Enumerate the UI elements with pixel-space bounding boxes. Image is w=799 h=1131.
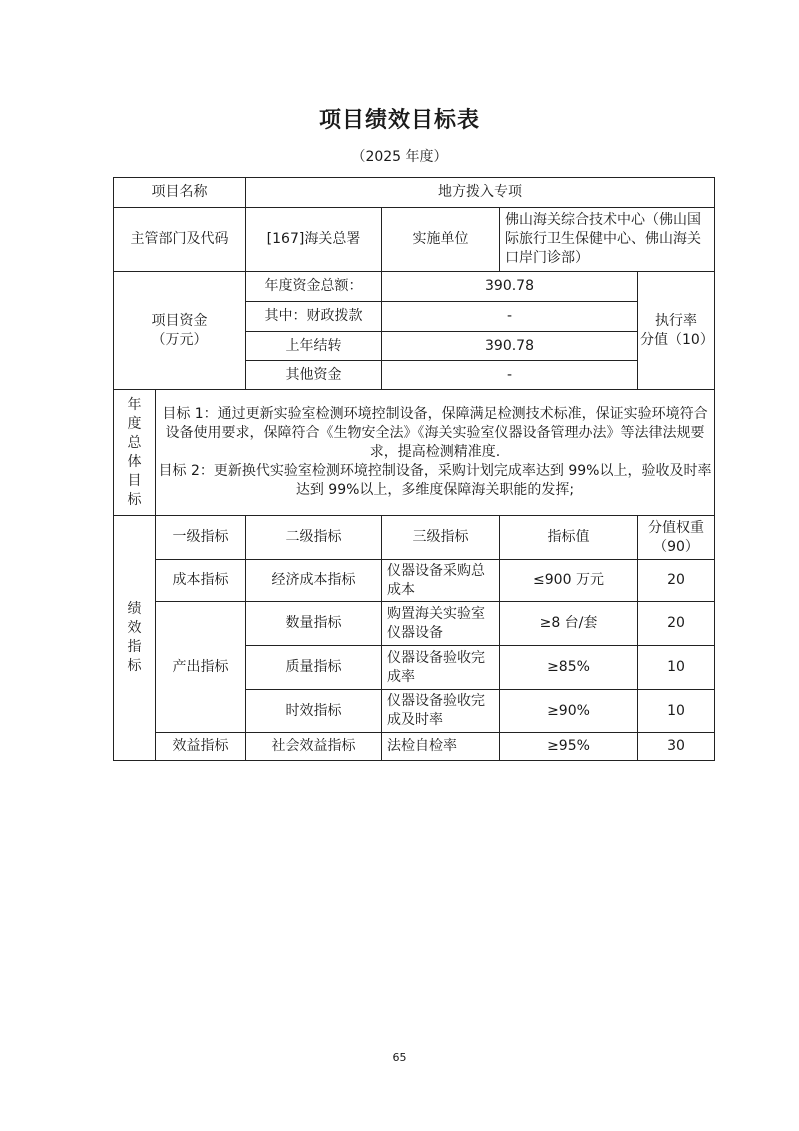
weight-line2: （90） [653,538,699,555]
level2-cell: 时效指标 [246,690,382,733]
funds-label-line1: 项目资金 [151,312,208,329]
project-name-value: 地方拨入专项 [246,178,715,208]
indicators-label [114,516,156,761]
funds-row-label: 年度资金总额： [246,272,382,302]
label-char: 标 [127,658,142,674]
header-weight [638,516,715,560]
annual-goals-content [156,390,715,516]
level3-cell: 法检自检率 [382,733,500,761]
label-char: 绩 [127,601,142,617]
header-level2: 二级指标 [246,516,382,560]
annual-goals-row [114,390,715,516]
annual-goals-label [114,390,156,516]
funds-row-value: - [382,302,638,332]
score-cell: 20 [638,602,715,646]
label-char: 标 [127,491,142,508]
score-cell: 20 [638,560,715,602]
goal-2: 目标 2：更新换代实验室检测环境控制设备，采购计划完成率达到 99%以上，验收及时率达到 99%以上，多维度保障海关职能的发挥; [158,463,712,498]
fiscal-year: （2025 年度） [351,149,448,165]
dept-label: 主管部门及代码 [114,208,246,272]
level3-cell: 购置海关实验室仪器设备 [382,602,500,646]
funds-row-value: 390.78 [382,272,638,302]
exec-line2: 分值（10） [640,331,714,348]
label-char: 度 [127,415,142,432]
level3-cell: 仪器设备验收完成率 [382,646,500,690]
label-char: 年 [127,396,142,413]
header-value: 指标值 [500,516,638,560]
department-row [114,208,715,272]
label-char: 总 [127,434,142,451]
funds-label-line2: （万元） [151,331,208,348]
funds-row-value: 390.78 [382,332,638,361]
level2-cell: 质量指标 [246,646,382,690]
funds-row-label: 其他资金 [246,361,382,390]
label-char: 效 [127,620,142,636]
funds-label [114,272,246,390]
label-char: 目 [127,472,142,489]
level2-cell: 社会效益指标 [246,733,382,761]
funds-row-total [114,272,715,302]
page-title: 项目绩效目标表 [318,108,480,133]
level1-cell: 产出指标 [156,602,246,733]
indicator-row [114,602,715,646]
execution-rate-score [638,272,715,390]
value-cell: ≤900 万元 [500,560,638,602]
project-name-row [114,178,715,208]
header-level1: 一级指标 [156,516,246,560]
score-cell: 10 [638,690,715,733]
goal-1: 目标 1：通过更新实验室检测环境控制设备，保障满足检测技术标准，保证实验环境符合设备使用要求，保障符合《生物安全法》《海关实验室仪器设备管理办法》等法律法规要求，提高检测精准度. [162,406,708,460]
label-char: 体 [127,453,142,470]
exec-line1: 执行率 [655,312,697,329]
indicator-row [114,733,715,761]
indicator-header-row [114,516,715,560]
impl-unit-value: 佛山海关综合技术中心（佛山国际旅行卫生保健中心、佛山海关口岸门诊部） [500,208,715,272]
performance-target-table [113,177,715,761]
label-char: 指 [127,639,142,655]
dept-value: [167]海关总署 [246,208,382,272]
level1-cell: 效益指标 [156,733,246,761]
funds-row-value: - [382,361,638,390]
value-cell: ≥95% [500,733,638,761]
level1-cell: 成本指标 [156,560,246,602]
project-name-label: 项目名称 [114,178,246,208]
value-cell: ≥90% [500,690,638,733]
level3-cell: 仪器设备采购总成本 [382,560,500,602]
level2-cell: 数量指标 [246,602,382,646]
header-level3: 三级指标 [382,516,500,560]
page-number: 65 [392,1051,407,1064]
level3-cell: 仪器设备验收完成及时率 [382,690,500,733]
funds-row-label: 上年结转 [246,332,382,361]
indicator-row [114,560,715,602]
level2-cell: 经济成本指标 [246,560,382,602]
weight-line1: 分值权重 [648,519,704,536]
score-cell: 30 [638,733,715,761]
score-cell: 10 [638,646,715,690]
impl-unit-label: 实施单位 [382,208,500,272]
value-cell: ≥8 台/套 [500,602,638,646]
value-cell: ≥85% [500,646,638,690]
funds-row-label: 其中：财政拨款 [246,302,382,332]
